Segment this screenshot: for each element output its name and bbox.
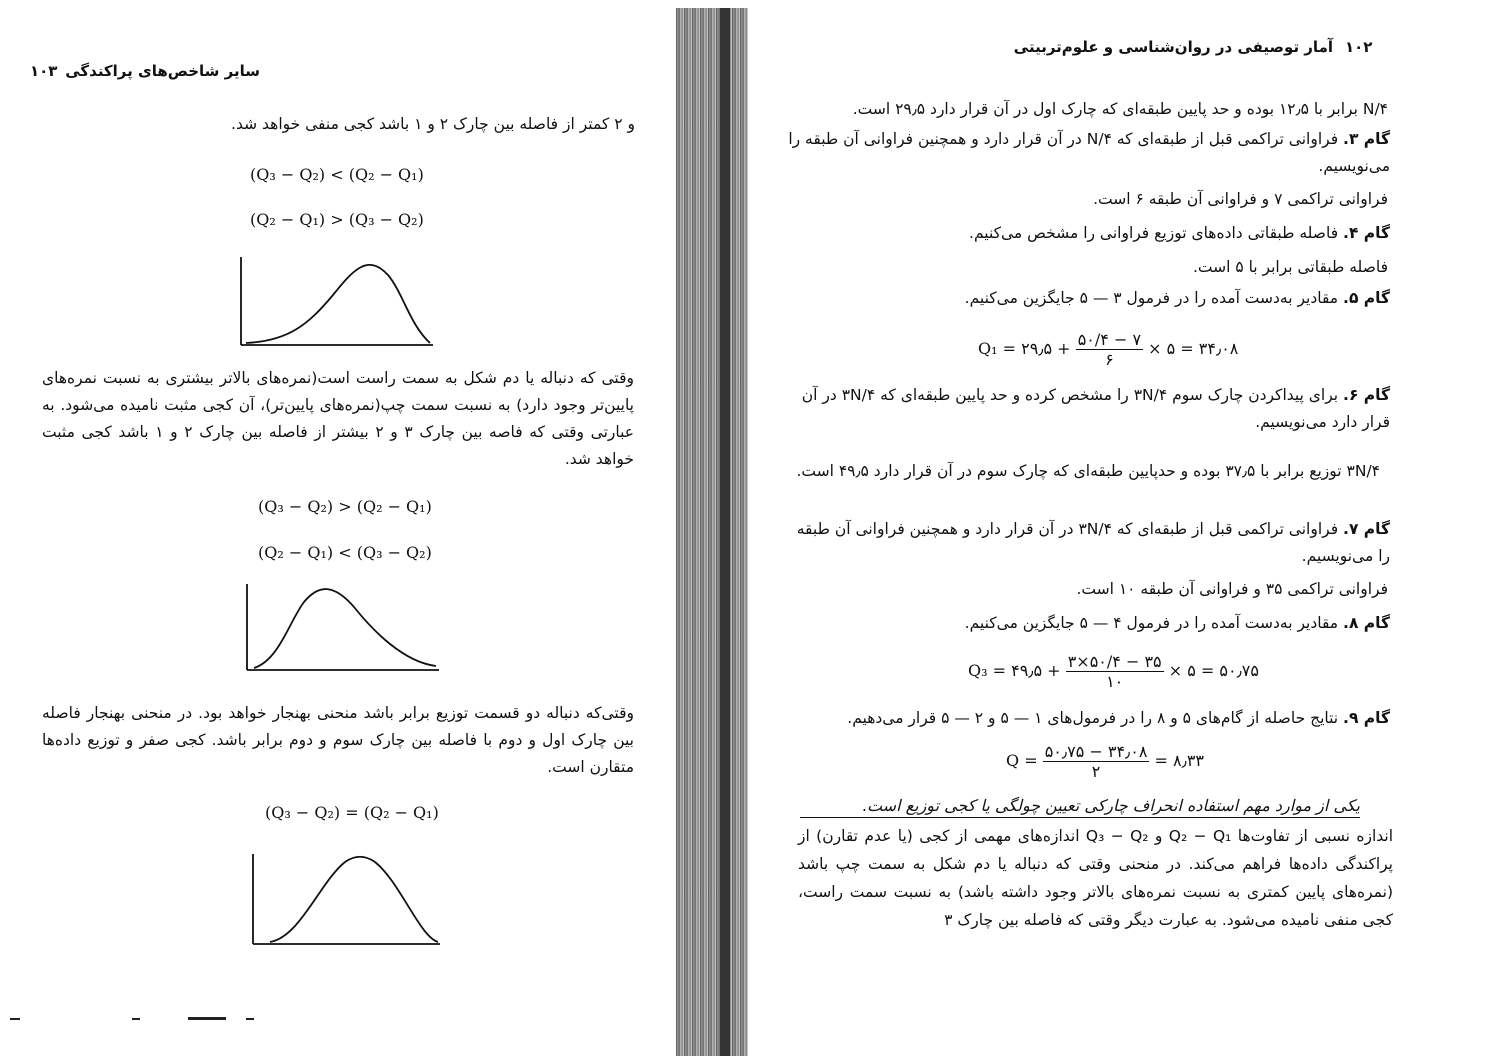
scan-mark: [132, 1018, 140, 1020]
step-5: [898, 285, 1390, 312]
formula-symmetric: (Q₃ − Q₂) = (Q₂ − Q₁): [265, 803, 439, 822]
step-3-text: فراوانی تراکمی قبل از طبقه‌ای که N/۴ در آن قرار دارد و همچنین فراوانی آن طبقه را می‌نویسیم.: [788, 130, 1390, 175]
right-page: [748, 0, 1497, 1056]
formula-q-fraction: [1043, 742, 1150, 781]
formula-q3-lhs: Q₃ = ۴۹٫۵ +: [968, 661, 1061, 680]
step-6-text: برای پیداکردن چارک سوم ۳N/۴ را مشخص کرده و حد پایین طبقه‌ای که ۳N/۴ در آن قرار دارد می‌نویسیم.: [801, 386, 1390, 431]
step-5-label: گام ۵.: [1343, 289, 1390, 307]
step-7-result: فراوانی تراکمی ۳۵ و فراوانی آن طبقه ۱۰ است.: [1076, 580, 1388, 598]
step-8: [898, 610, 1390, 637]
symmetric-paragraph: وقتی‌که دنباله دو قسمت توزیع برابر باشد منحنی بهنجار خواهد بود. در منحنی بهنجار فاصله بین چارک اول و دوم با فاصله بین چارک سوم و دوم برابر باشد. کجی صفر و توزیع داده‌ها متقارن است.: [42, 704, 634, 776]
positive-skew-curve: [244, 582, 444, 677]
step-7-text: فراوانی تراکمی قبل از طبقه‌ای که ۳N/۴ در آن قرار دارد و همچنین فراوانی آن طبقه را می‌نویسیم.: [796, 520, 1390, 565]
step-7-label: گام ۷.: [1343, 520, 1390, 538]
left-page: [0, 0, 712, 1056]
scan-mark: [246, 1018, 254, 1020]
step-4-result: فاصله طبقاتی برابر با ۵ است.: [1192, 258, 1388, 276]
book-spine: [676, 8, 748, 1056]
formula-q1-fraction: [1076, 330, 1143, 369]
formula-positive-2: (Q₂ − Q₁) < (Q₃ − Q₂): [258, 543, 432, 562]
formula-positive-1: (Q₃ − Q₂) > (Q₂ − Q₁): [258, 497, 432, 516]
formula-q-rhs: = ۸٫۳۳: [1154, 751, 1205, 770]
negative-skew-curve: [238, 255, 438, 350]
formula-q: [1006, 742, 1204, 781]
step-6-result: ۳N/۴ توزیع برابر با ۳۷٫۵ بوده و حدپایین طبقه‌ای که چارک سوم در آن قرار دارد ۴۹٫۵ است.: [796, 462, 1380, 480]
formula-q1-numerator: ۵۰/۴ − ۷: [1077, 330, 1142, 349]
intro-line: و ۲ کمتر از فاصله بین چارک ۲ و ۱ باشد کجی منفی خواهد شد.: [231, 115, 635, 133]
formula-q3-rhs: × ۵ = ۵۰٫۷۵: [1168, 661, 1259, 680]
formula-q3-fraction: [1066, 652, 1164, 691]
formula-q3-numerator: ۳×۵۰/۴ − ۳۵: [1067, 652, 1162, 671]
formula-q1-rhs: × ۵ = ۳۴٫۰۸: [1148, 339, 1239, 358]
step-7: [788, 516, 1390, 570]
left-page-header: سایر شاخص‌های پراکندگی: [65, 62, 260, 80]
step-4: [898, 220, 1390, 247]
symmetric-curve: [250, 852, 450, 947]
step-9-text: نتایج حاصله از گام‌های ۵ و ۸ را در فرمول‌های ۱ — ۵ و ۲ — ۵ قرار می‌دهیم.: [847, 709, 1339, 727]
step-9: [808, 705, 1390, 732]
right-page-number: ۱۰۲: [1345, 38, 1373, 56]
step-3-label: گام ۳.: [1343, 130, 1390, 148]
scan-mark: [10, 1018, 20, 1020]
step-6-label: گام ۶.: [1343, 386, 1390, 404]
formula-q1-lhs: Q₁ = ۲۹٫۵ +: [978, 339, 1071, 358]
formula-q1-denominator: ۶: [1105, 350, 1114, 369]
positive-skew-paragraph: وقتی که دنباله یا دم شکل به سمت راست است(نمره‌های بالاتر بیشتری به نسبت نمره‌های پایین‌تر وجود دارد) به نسبت سمت چپ(نمره‌های پایین‌تر)، آن کجی مثبت نامیده می‌شود. به عبارتی وقتی که فاصه بین چارک ۳ و ۲ بیشتر از فاصله بین چارک ۲ و ۱ باشد کجی مثبت خواهد شد.: [42, 369, 635, 468]
line-n-over-4: N/۴ برابر با ۱۲٫۵ بوده و حد پایین طبقه‌ای که چارک اول در آن قرار دارد ۲۹٫۵ است.: [852, 100, 1388, 118]
formula-negative-1: (Q₃ − Q₂) < (Q₂ − Q₁): [250, 165, 424, 184]
step-4-label: گام ۴.: [1343, 224, 1390, 242]
step-8-label: گام ۸.: [1343, 614, 1390, 632]
highlight-sentence: یکی از موارد مهم استفاده انحراف چارکی تعیین چولگی یا کجی توزیع است.: [800, 796, 1360, 818]
scan-mark: [188, 1017, 226, 1020]
formula-negative-2: (Q₂ − Q₁) > (Q₃ − Q₂): [250, 210, 424, 229]
formula-q1: [978, 330, 1238, 369]
formula-q3: [968, 652, 1259, 691]
step-9-label: گام ۹.: [1343, 709, 1390, 727]
right-page-header: آمار توصیفی در روان‌شناسی و علوم‌تربیتی: [1013, 38, 1333, 56]
step-3: [778, 126, 1390, 180]
step-8-text: مقادیر به‌دست آمده را در فرمول ۴ — ۵ جایگزین می‌کنیم.: [964, 614, 1339, 632]
step-5-text: مقادیر به‌دست آمده را در فرمول ۳ — ۵ جایگزین می‌کنیم.: [964, 289, 1339, 307]
formula-q-lhs: Q =: [1006, 751, 1038, 770]
left-page-number: ۱۰۳: [30, 62, 58, 80]
step-6: [788, 382, 1390, 436]
formula-q-denominator: ۲: [1091, 762, 1101, 781]
formula-q-numerator: ۵۰٫۷۵ − ۳۴٫۰۸: [1044, 742, 1148, 761]
closing-paragraph: اندازه نسبی از تفاوت‌ها Q₂ − Q₁ و Q₃ − Q₂ اندازه‌های مهمی از کجی (یا عدم تقارن) از پراکندگی داده‌ها فراهم می‌کند. در منحنی وقتی که دنباله یا دم شکل به سمت چپ باشد (نمره‌های پایین کمتری به نسبت نمره‌های بالاتر وجود داشته باشد) به نسبت سمت راست، کجی منفی نامیده می‌شود. به عبارت دیگر وقتی که فاصله بین چارک ۳: [798, 827, 1394, 929]
formula-q3-denominator: ۱۰: [1106, 672, 1124, 691]
step-3-result: فراوانی تراکمی ۷ و فراوانی آن طبقه ۶ است.: [1093, 190, 1388, 208]
step-4-text: فاصله طبقاتی داده‌های توزیع فراوانی را مشخص می‌کنیم.: [969, 224, 1339, 242]
